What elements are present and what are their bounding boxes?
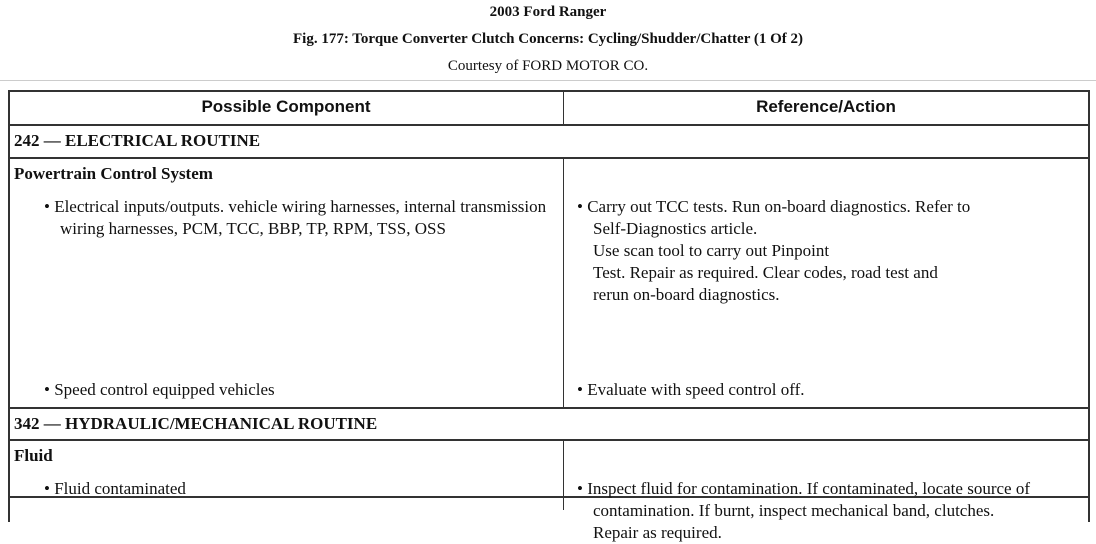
group-heading: Powertrain Control System (14, 164, 213, 183)
column-header-action: Reference/Action (756, 97, 896, 116)
concerns-table (8, 90, 1090, 522)
divider (0, 80, 1096, 81)
group-heading: Fluid (14, 446, 53, 465)
component-item: • Electrical inputs/outputs. vehicle wiring harnesses, internal transmission wiring harnesses, PCM, TCC, BBP, TP, RPM, TSS, OSS (44, 196, 560, 240)
action-line: • Carry out TCC tests. Run on-board diagnostics. Refer to (577, 196, 970, 218)
column-divider (563, 440, 564, 510)
row-line (8, 439, 1088, 441)
action-item: • Evaluate with speed control off. (577, 379, 805, 401)
column-divider (563, 158, 564, 408)
section-heading: 342 — HYDRAULIC/MECHANICAL ROUTINE (14, 414, 378, 433)
action-line: Test. Repair as required. Clear codes, road test and (593, 263, 938, 282)
action-line: Use scan tool to carry out Pinpoint (593, 241, 830, 260)
row-line (8, 407, 1088, 409)
doc-title: 2003 Ford Ranger (489, 4, 607, 20)
self-diagnostics-link[interactable]: Self-Diagnostics article (593, 219, 754, 238)
section-heading: 242 — ELECTRICAL ROUTINE (14, 131, 261, 150)
column-header-component: Possible Component (201, 97, 371, 116)
courtesy-line: Courtesy of FORD MOTOR CO. (447, 58, 649, 74)
figure-caption: Fig. 177: Torque Converter Clutch Concerns: Cycling/Shudder/Chatter (1 Of 2) (293, 31, 803, 47)
action-item: • Inspect fluid for contamination. If contaminated, locate source of contamination. If burnt, inspect mechanical band, clutches. Repair as required. (577, 478, 1033, 544)
component-item: • Speed control equipped vehicles (44, 379, 275, 401)
component-item: • Fluid contaminated (44, 478, 186, 500)
row-line (8, 157, 1088, 159)
action-line: rerun on-board diagnostics. (593, 285, 780, 304)
period: . (753, 219, 758, 238)
row-line (8, 124, 1088, 126)
